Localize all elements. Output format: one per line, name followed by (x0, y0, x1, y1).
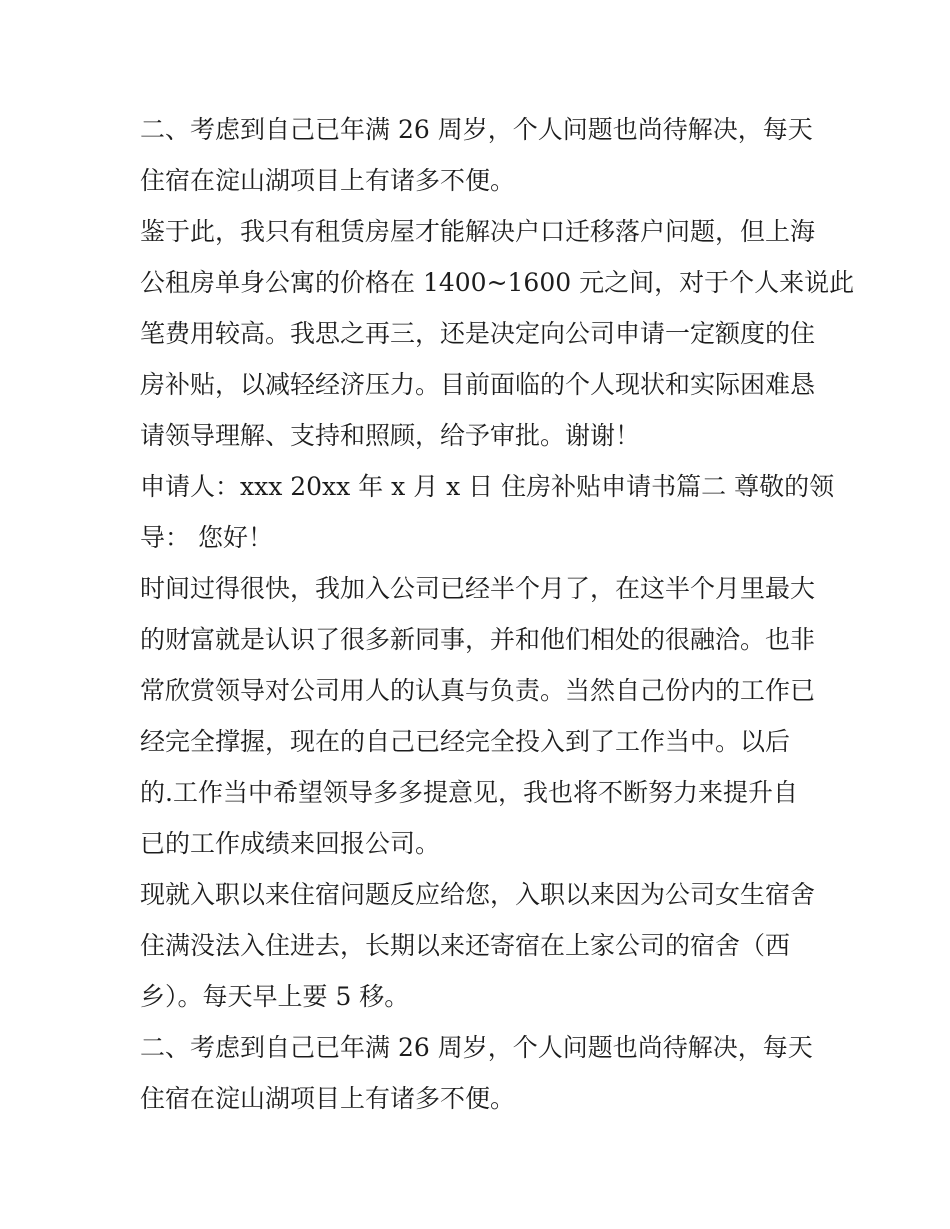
text-line: 导： 您好！ (140, 523, 273, 552)
text-line: 房补贴，以减轻经济压力。目前面临的个人现状和实际困难恳 (140, 370, 816, 399)
text-line: 二、考虑到自己已年满 26 周岁，个人问题也尚待解决，每天 (140, 115, 813, 144)
text-line: 的财富就是认识了很多新同事，并和他们相处的很融洽。也非 (140, 625, 816, 654)
text-line: 公租房单身公寓的价格在 1400~1600 元之间，对于个人来说此 (140, 268, 855, 297)
document-body (140, 104, 855, 1124)
text-line: 常欣赏领导对公司用人的认真与负责。当然自己份内的工作已 (140, 676, 816, 705)
text-line: 住宿在淀山湖项目上有诸多不便。 (140, 166, 516, 195)
text-line: 笔费用较高。我思之再三，还是决定向公司申请一定额度的住 (140, 319, 816, 348)
text-line: 乡）。每天早上要 5 移。 (140, 982, 410, 1011)
text-line: 鉴于此，我只有租赁房屋才能解决户口迁移落户问题，但上海 (140, 217, 816, 246)
text-line: 的.工作当中希望领导多多提意见，我也将不断努力来提升自 (140, 778, 798, 807)
text-line: 现就入职以来住宿问题反应给您，入职以来因为公司女生宿舍 (140, 880, 816, 909)
text-line: 时间过得很快，我加入公司已经半个月了，在这半个月里最大 (140, 574, 816, 603)
text-line: 二、考虑到自己已年满 26 周岁，个人问题也尚待解决，每天 (140, 1033, 813, 1062)
text-line: 请领导理解、支持和照顾，给予审批。谢谢！ (140, 421, 641, 450)
text-line: 申请人：xxx 20xx 年 x 月 x 日 住房补贴申请书篇二 尊敬的领 (140, 472, 835, 501)
text-line: 经完全撑握，现在的自己已经完全投入到了工作当中。以后 (140, 727, 791, 756)
text-line: 住满没法入住进去，长期以来还寄宿在上家公司的宿舍（西 (140, 931, 791, 960)
text-line: 已的工作成绩来回报公司。 (140, 829, 441, 858)
text-line: 住宿在淀山湖项目上有诸多不便。 (140, 1084, 516, 1113)
